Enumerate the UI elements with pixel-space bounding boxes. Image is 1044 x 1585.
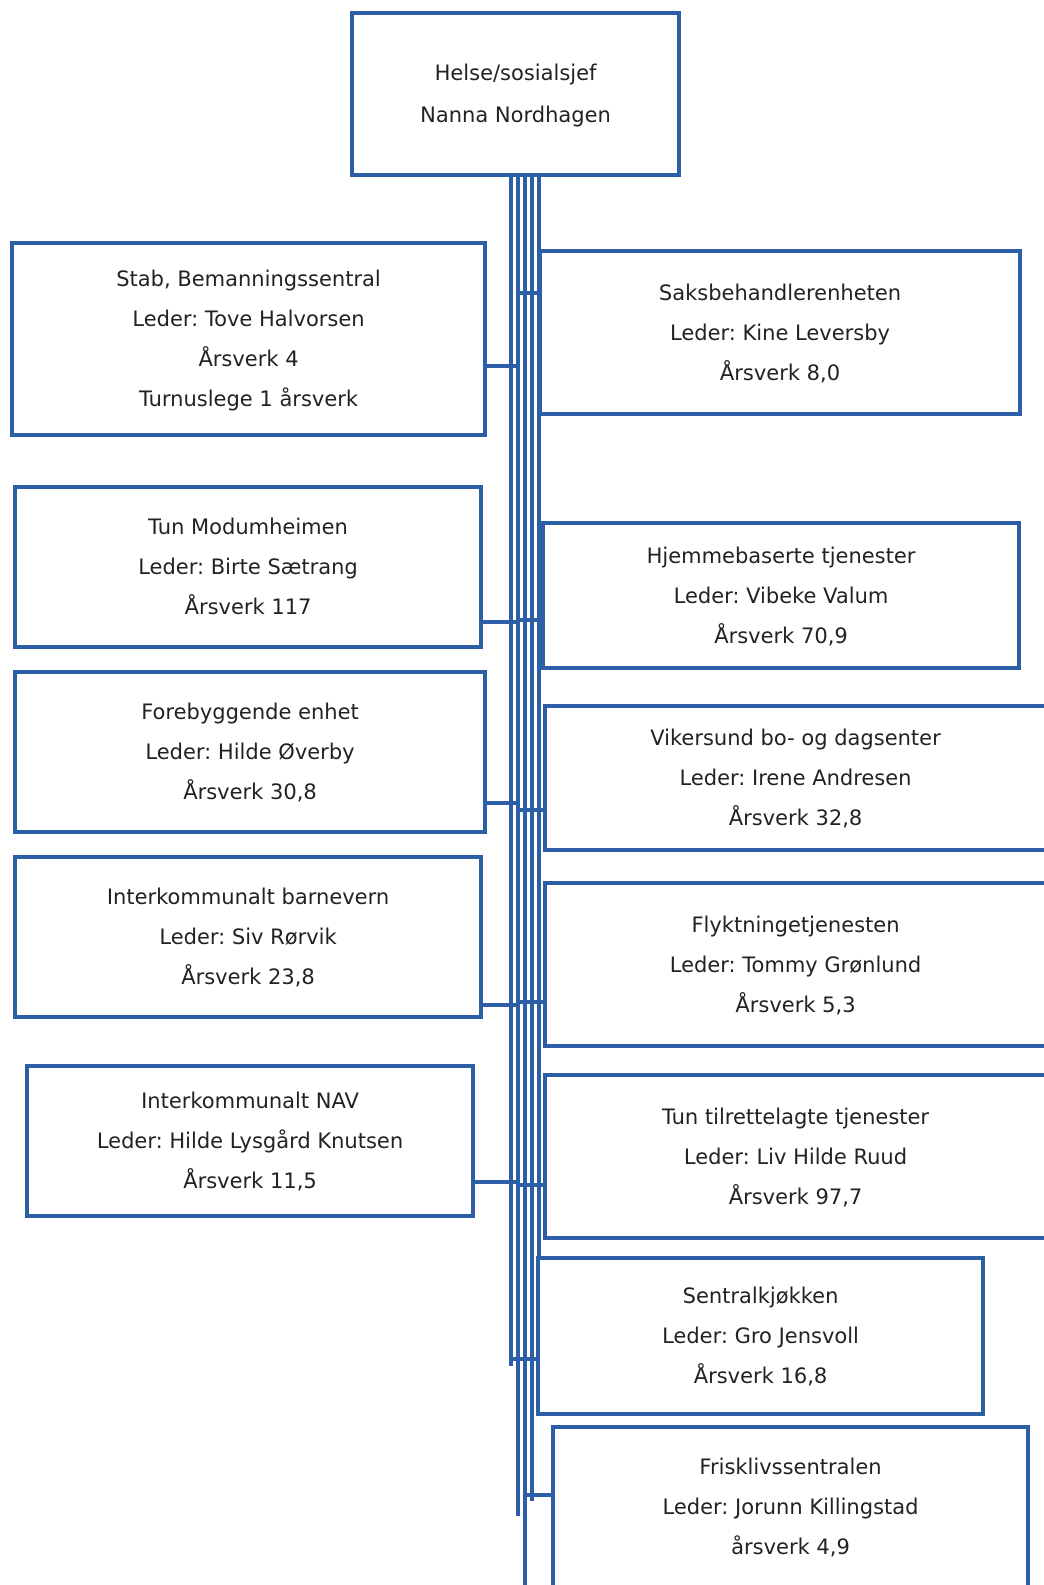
trunk-line — [523, 176, 527, 1585]
connector-line — [474, 1180, 516, 1184]
unit-box-interkommunalt-barnevern — [13, 855, 483, 1019]
top-title: Helse/sosialsjef — [434, 61, 597, 85]
connector-line — [482, 1003, 516, 1007]
unit-name: Hjemmebaserte tjenester — [646, 543, 916, 568]
unit-name: Frisklivssentralen — [699, 1455, 882, 1479]
unit-leader: Leder: Irene Andresen — [679, 766, 912, 790]
unit-fte: Årsverk 70,9 — [714, 623, 848, 648]
unit-leader: Leder: Hilde Øverby — [145, 740, 355, 764]
unit-box-vikersund-bo-og-dagsenter — [543, 704, 1044, 852]
unit-name: Tun Modumheimen — [148, 515, 348, 539]
unit-box-tun-tilrettelagte-tjenester — [543, 1073, 1044, 1240]
unit-name: Tun tilrettelagte tjenester — [661, 1104, 930, 1129]
unit-leader: Leder: Gro Jensvoll — [662, 1324, 859, 1348]
unit-box-hjemmebaserte-tjenester — [541, 521, 1021, 670]
unit-leader: Leder: Liv Hilde Ruud — [683, 1144, 908, 1169]
unit-name: Interkommunalt barnevern — [106, 885, 390, 909]
trunk-line — [509, 176, 513, 1366]
unit-box-forebyggende-enhet — [13, 670, 487, 834]
unit-leader: Leder: Kine Leversby — [670, 320, 890, 345]
unit-fte: Årsverk 97,7 — [728, 1184, 863, 1209]
trunk-line — [516, 176, 520, 1516]
connector-line — [486, 364, 516, 368]
unit-fte: Årsverk 5,3 — [735, 992, 856, 1017]
unit-leader: Leder: Siv Rørvik — [159, 925, 337, 949]
unit-fte: Årsverk 30,8 — [183, 780, 317, 804]
unit-name: Interkommunalt NAV — [141, 1089, 359, 1113]
unit-fte: Årsverk 4 — [198, 347, 299, 371]
helse-sosialsjef-box — [350, 11, 681, 177]
unit-leader: Leder: Tove Halvorsen — [132, 307, 365, 331]
connector-line — [482, 620, 516, 624]
unit-leader: Leder: Jorunn Killingstad — [662, 1495, 919, 1519]
connector-line — [509, 1357, 539, 1361]
unit-fte: Årsverk 23,8 — [181, 965, 315, 989]
connector-line — [486, 801, 516, 805]
top-name: Nanna Nordhagen — [420, 103, 611, 127]
unit-box-interkommunalt-nav — [25, 1064, 475, 1218]
unit-leader: Leder: Vibeke Valum — [673, 583, 889, 608]
unit-leader: Leder: Birte Sætrang — [138, 555, 358, 579]
unit-fte: Årsverk 32,8 — [728, 806, 863, 830]
unit-name: Stab, Bemanningssentral — [116, 267, 381, 291]
unit-name: Forebyggende enhet — [141, 700, 359, 724]
unit-extra: Turnuslege 1 årsverk — [138, 387, 359, 411]
unit-leader: Leder: Tommy Grønlund — [669, 952, 922, 977]
unit-name: Vikersund bo- og dagsenter — [650, 726, 941, 750]
unit-fte: Årsverk 8,0 — [719, 360, 841, 385]
unit-box-tun-modumheimen — [13, 485, 483, 649]
unit-fte: årsverk 4,9 — [731, 1535, 850, 1559]
trunk-line — [530, 176, 534, 1501]
unit-fte: Årsverk 11,5 — [183, 1169, 317, 1193]
unit-box-frisklivssentralen — [551, 1425, 1030, 1585]
unit-name: Flyktningetjenesten — [691, 912, 900, 937]
connector-line — [516, 618, 544, 622]
unit-name: Sentralkjøkken — [682, 1284, 839, 1308]
unit-box-stab-bemanningssentral — [10, 241, 487, 437]
unit-box-sentralkjokken — [536, 1256, 985, 1416]
unit-fte: Årsverk 16,8 — [693, 1364, 828, 1388]
unit-fte: Årsverk 117 — [184, 595, 312, 619]
connector-line — [523, 1493, 553, 1497]
unit-name: Saksbehandlerenheten — [658, 280, 902, 305]
unit-box-flyktningetjenesten — [543, 881, 1044, 1048]
unit-leader: Leder: Hilde Lysgård Knutsen — [96, 1129, 404, 1153]
unit-box-saksbehandlerenheten — [538, 249, 1022, 416]
